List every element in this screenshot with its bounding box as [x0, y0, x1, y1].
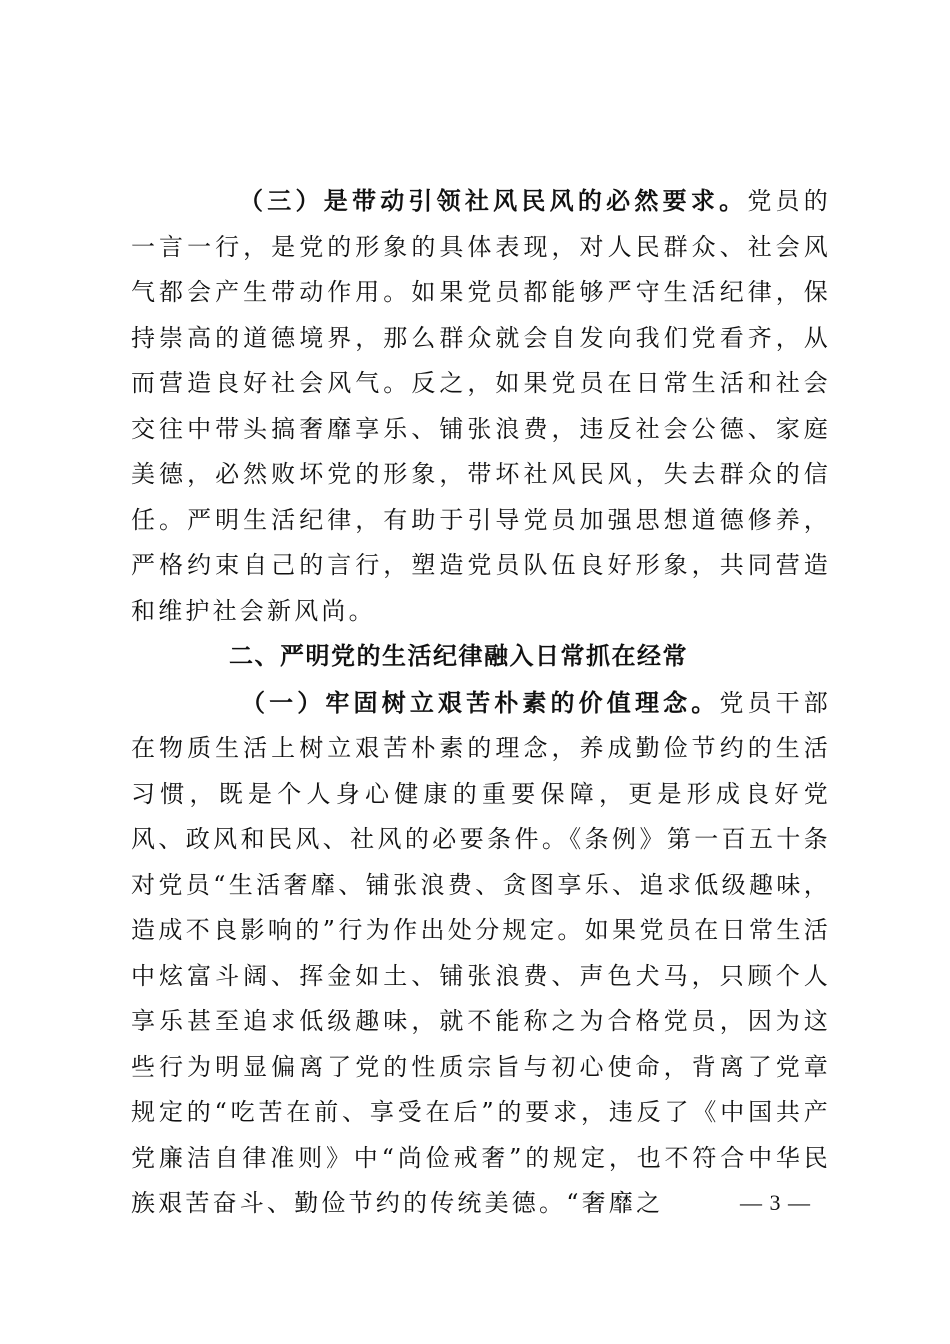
paragraph-text: 党员的一言一行，是党的形象的具体表现，对人民群众、社会风气都会产生带动作用。如果党员都能够严守生活纪律，保持崇高的道德境界，那么群众就会自发向我们党看齐，从而营造良好社会风气。反之，如果党员在日常生活和社会交往中带头搞奢靡享乐、铺张浪费，违反社会公德、家庭美德，必然败坏党的形象，带坏社风民风，失去群众的信任。严明生活纪律，有助于引导党员加强思想道德修养，严格约束自己的言行，塑造党员队伍良好形象，共同营造和维护社会新风尚。 [131, 187, 831, 625]
paragraph-lead: （三）是带动引领社风民风的必然要求。 [239, 186, 748, 215]
paragraph-section-three [131, 178, 831, 634]
page-number: — 3 — [740, 1190, 811, 1215]
paragraph-lead: （一）牢固树立艰苦朴素的价值理念。 [241, 687, 720, 717]
paragraph-text: 党员干部在物质生活上树立艰苦朴素的理念，养成勤俭节约的生活习惯，既是个人身心健康的重要保障，更是形成良好党风、政风和民风、社风的必要条件。《条例》第一百五十条对党员“生活奢靡、铺张浪费、贪图享乐、追求低级趣味，造成不良影响的”行为作出处分规定。如果党员在日常生活中炫富斗阔、挥金如土、铺张浪费、声色犬马，只顾个人享乐甚至追求低级趣味，就不能称之为合格党员，因为这些行为明显偏离了党的性质宗旨与初心使命，背离了党章规定的“吃苦在前、享受在后”的要求，违反了《中国共产党廉洁自律准则》中“尚俭戒奢”的规定，也不符合中华民族艰苦奋斗、勤俭节约的传统美德。“奢靡之 [131, 688, 831, 1217]
paragraph-section-one [131, 680, 831, 1227]
section-heading: 二、严明党的生活纪律融入日常抓在经常 [229, 642, 688, 670]
document-body [131, 178, 831, 1227]
